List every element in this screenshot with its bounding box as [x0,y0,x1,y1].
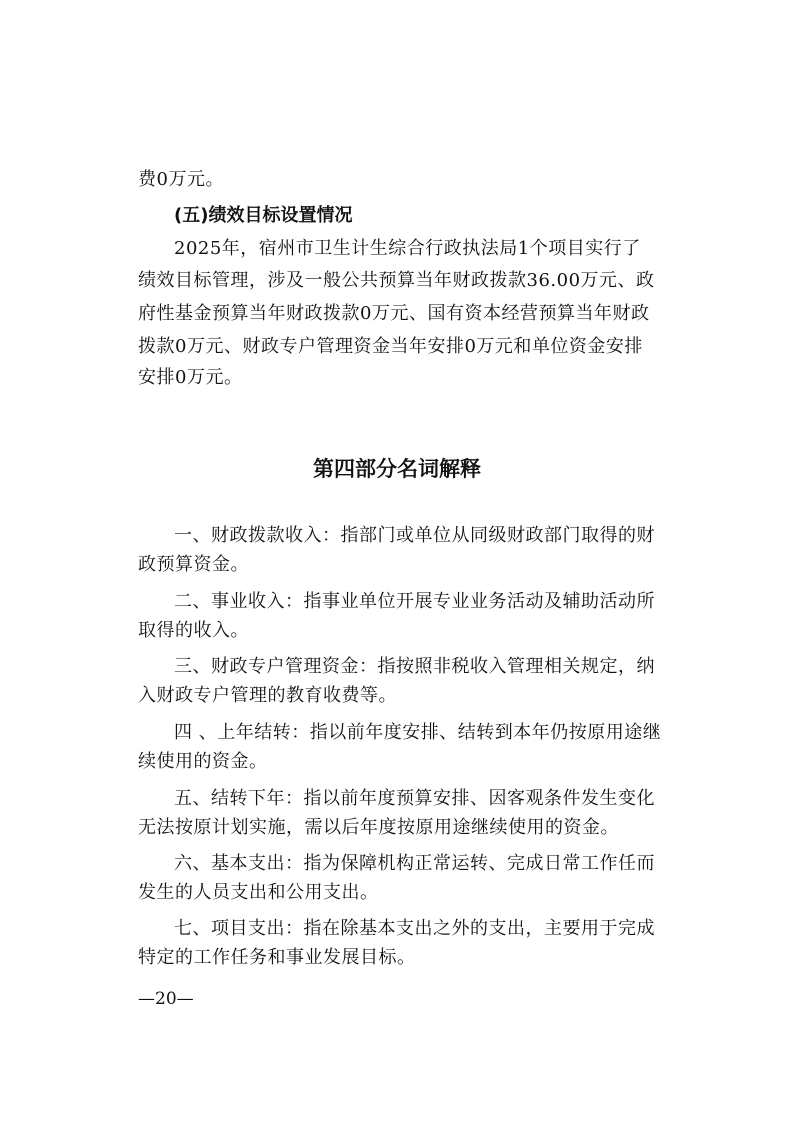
glossary-item-line2: 发生的人员支出和公用支出。 [138,882,379,903]
performance-line: 府性基金预算当年财政拨款0万元、国有资本经营预算当年财政 [138,303,650,324]
glossary-item-line1: 七、项目支出：指在除基本支出之外的支出，主要用于完成 [174,918,655,939]
continuation-text: 费0万元。 [138,169,224,190]
glossary-item-line2: 政预算资金。 [138,554,249,575]
glossary-item-line1: 一、财政拨款收入：指部门或单位从同级财政部门取得的财 [174,525,655,546]
section-title: 第四部分名词解释 [313,457,481,481]
performance-line: 拨款0万元、财政专户管理资金当年安排0万元和单位资金安排 [138,336,643,357]
glossary-item-line1: 四 、上年结转：指以前年度安排、结转到本年仍按原用途继 [174,722,662,743]
performance-heading: (五)绩效目标设置情况 [174,205,353,226]
glossary-item-line1: 三、财政专户管理资金：指按照非税收入管理相关规定，纳 [174,656,655,677]
glossary-item-line2: 取得的收入。 [138,620,249,641]
glossary-item-line1: 二、事业收入：指事业单位开展专业业务活动及辅助活动所 [174,591,655,612]
glossary-item-line2: 无法按原计划实施，需以后年度按原用途继续使用的资金。 [138,817,619,838]
performance-line: 2025年，宿州市卫生计生综合行政执法局1个项目实行了 [174,238,641,259]
glossary-item-line2: 特定的工作任务和事业发展目标。 [138,947,416,968]
glossary-item-line1: 五、结转下年：指以前年度预算安排、因客观条件发生变化 [174,788,655,809]
performance-line: 安排0万元。 [138,367,243,388]
glossary-item-line2: 续使用的资金。 [138,751,268,772]
performance-line: 绩效目标管理，涉及一般公共预算当年财政拨款36.00万元、政 [138,270,655,291]
glossary-item-line1: 六、基本支出：指为保障机构正常运转、完成日常工作任而 [174,853,655,874]
glossary-item-line2: 入财政专户管理的教育收费等。 [138,685,397,706]
page-number: —20— [138,989,194,1009]
